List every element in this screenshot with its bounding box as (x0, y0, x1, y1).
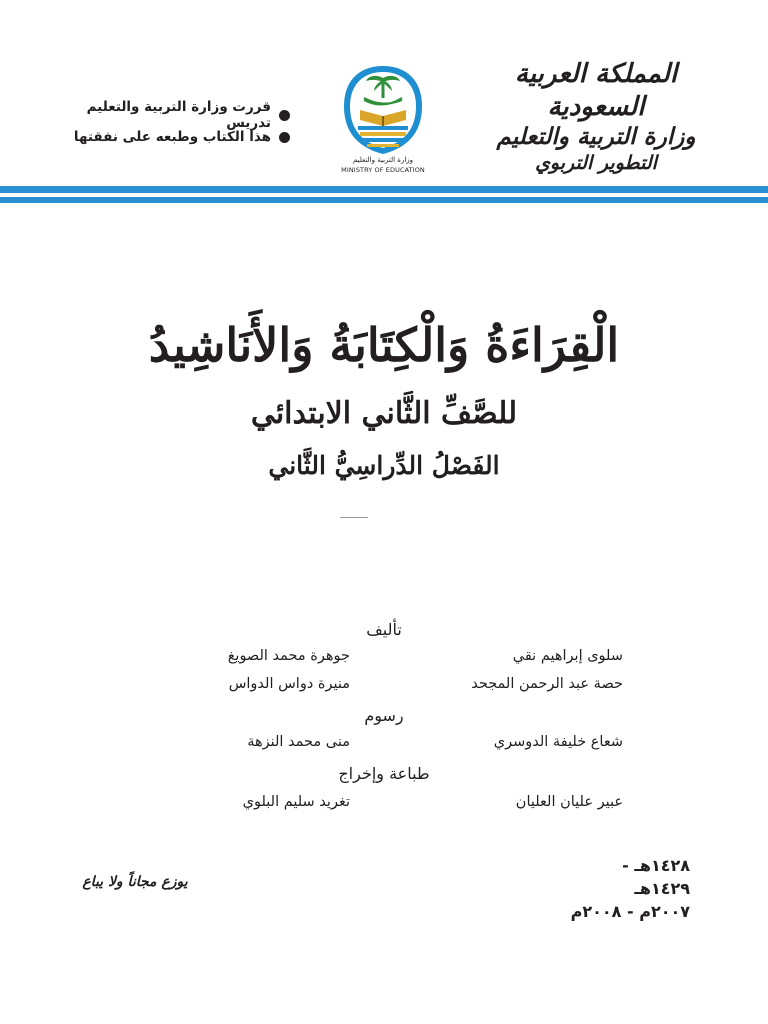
illustrator-name: شعاع خليفة الدوسري (493, 734, 623, 750)
header-divider-bar (0, 197, 768, 203)
decree-line (70, 99, 290, 131)
hijri-years: ١٤٢٨هـ - ١٤٢٩هـ (622, 856, 690, 899)
free-distribution-note: يوزع مجاناً ولا يباع (82, 874, 188, 890)
ministry-decree (70, 99, 290, 148)
edition-years (570, 854, 690, 924)
book-title: الْقِرَاءَةُ وَالْكِتَابَةُ وَالأَنَاشِيدُ (148, 318, 620, 372)
bullet-icon (279, 110, 290, 121)
decree-text: هذا الكتاب وطبعه على نفقتها (73, 129, 271, 145)
printer-name: عبير عليان العليان (515, 794, 623, 810)
decree-text: قررت وزارة التربية والتعليم تدريس (86, 99, 271, 131)
illustrator-name: منى محمد النزهة (247, 734, 350, 750)
book-term: الفَصْلُ الدِّراسِيُّ الثَّاني (268, 451, 500, 480)
decree-line (70, 126, 290, 148)
author-name: سلوى إبراهيم نقي (512, 648, 623, 664)
authors-heading: تأليف (366, 620, 402, 639)
book-grade: للصَّفِّ الثَّاني الابتدائي (250, 396, 518, 431)
kingdom-header (496, 58, 696, 176)
printer-name: تغريد سليم البلوي (242, 794, 350, 810)
logo-caption-arabic: وزارة التربية والتعليم (352, 156, 414, 164)
illustration-heading: رسوم (364, 706, 404, 725)
department-name: التطوير التربوي (535, 151, 657, 174)
author-name: منيرة دواس الدواس (228, 676, 350, 692)
logo-caption-english: MINISTRY OF EDUCATION (341, 166, 425, 174)
kingdom-name: المملكة العربية السعودية (514, 59, 678, 122)
author-name: جوهرة محمد الصويغ (227, 648, 350, 664)
divider (340, 517, 368, 518)
gregorian-years: ٢٠٠٧م - ٢٠٠٨م (570, 902, 690, 922)
header-divider-bar (0, 186, 768, 193)
bullet-icon (279, 132, 290, 143)
ministry-name: وزارة التربية والتعليم (496, 123, 696, 150)
author-name: حصة عبد الرحمن المجحد (471, 676, 623, 692)
printing-heading: طباعة وإخراج (338, 764, 430, 783)
